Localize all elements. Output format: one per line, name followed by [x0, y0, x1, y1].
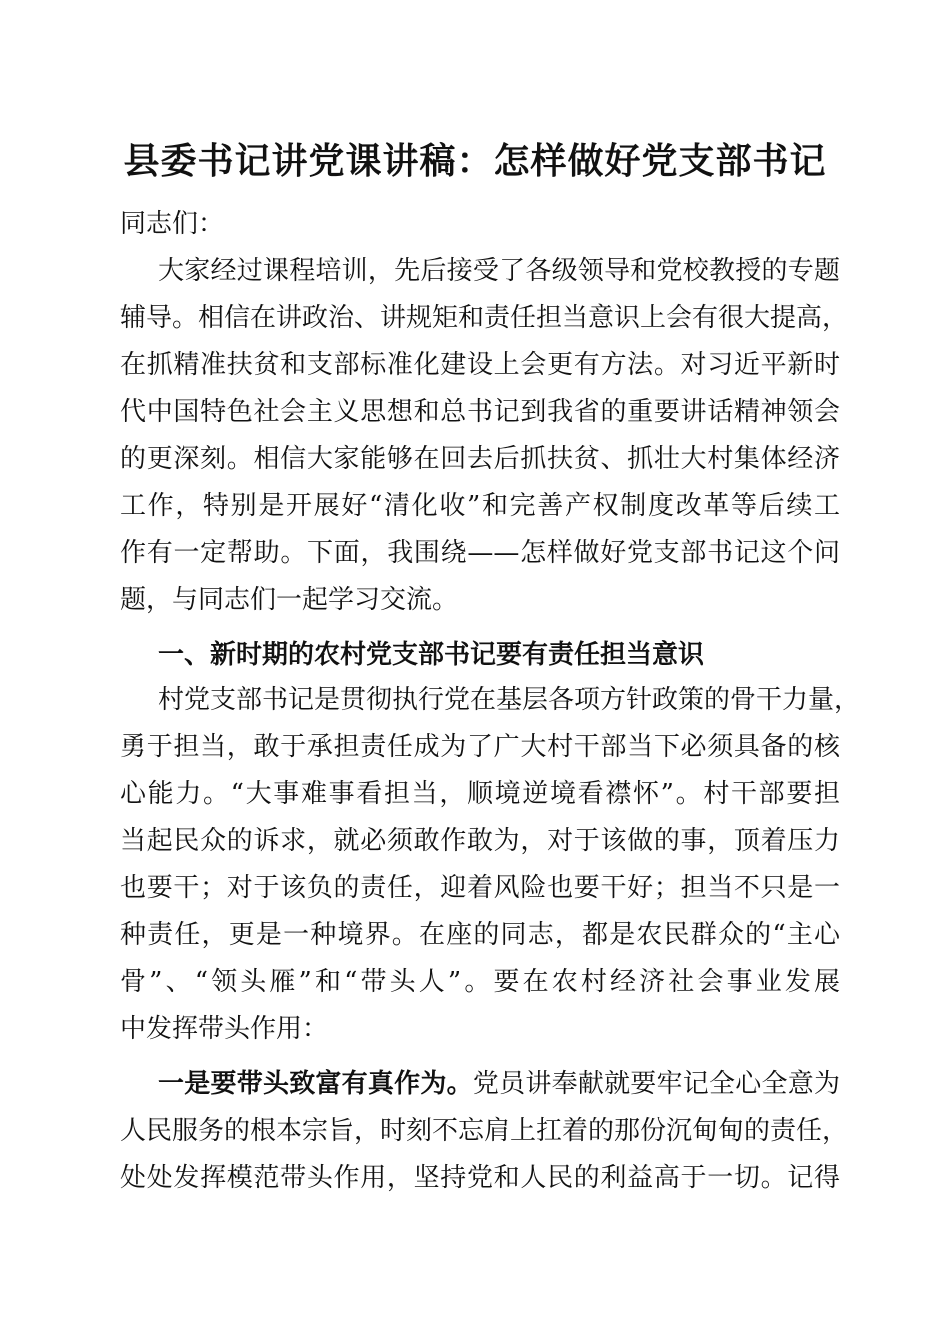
intro-line: 的更深刻。相信大家能够在回去后抓扶贫、抓壮大村集体经济	[120, 444, 840, 474]
document-title: 县委书记讲党课讲稿：怎样做好党支部书记	[123, 140, 827, 182]
intro-line: 在抓精准扶贫和支部标准化建设上会更有方法。对习近平新时	[120, 350, 840, 380]
section1-line: 种责任，更是一种境界。在座的同志，都是农民群众的“主心	[120, 920, 840, 950]
section1-line: 村党支部书记是贯彻执行党在基层各项方针政策的骨干力量，	[158, 685, 861, 715]
section-heading: 一、新时期的农村党支部书记要有责任担当意识	[158, 640, 705, 670]
intro-line: 作有一定帮助。下面，我围绕——怎样做好党支部书记这个问	[120, 538, 840, 568]
intro-line: 工作，特别是开展好“清化收”和完善产权制度改革等后续工	[120, 491, 840, 521]
point1-line: 人民服务的根本宗旨，时刻不忘肩上扛着的那份沉甸甸的责任，	[120, 1116, 849, 1146]
section1-line: 勇于担当，敢于承担责任成为了广大村干部当下必须具备的核	[120, 732, 840, 762]
point1-lead: 一是要带头致富有真作为。	[158, 1069, 473, 1099]
intro-line: 代中国特色社会主义思想和总书记到我省的重要讲话精神领会	[120, 397, 840, 427]
section1-line: 心能力。“大事难事看担当，顺境逆境看襟怀”。村干部要担	[120, 779, 840, 809]
intro-line: 大家经过课程培训，先后接受了各级领导和党校教授的专题	[158, 256, 840, 286]
point1-line: 处处发挥模范带头作用，坚持党和人民的利益高于一切。记得	[120, 1163, 840, 1193]
section1-line: 中发挥带头作用：	[120, 1014, 329, 1044]
intro-line: 题，与同志们一起学习交流。	[120, 585, 459, 615]
salutation: 同志们：	[120, 209, 225, 239]
intro-line: 辅导。相信在讲政治、讲规矩和责任担当意识上会有很大提高，	[120, 303, 849, 333]
section1-line: 也要干；对于该负的责任，迎着风险也要干好；担当不只是一	[120, 873, 840, 903]
section1-line: 骨”、“领头雁”和“带头人”。要在农村经济社会事业发展	[120, 967, 840, 997]
point1-first-line	[158, 1066, 840, 1102]
section1-line: 当起民众的诉求，就必须敢作敢为，对于该做的事，顶着压力	[120, 826, 840, 856]
point1-line-text: 党员讲奉献就要牢记全心全意为	[472, 1069, 840, 1099]
